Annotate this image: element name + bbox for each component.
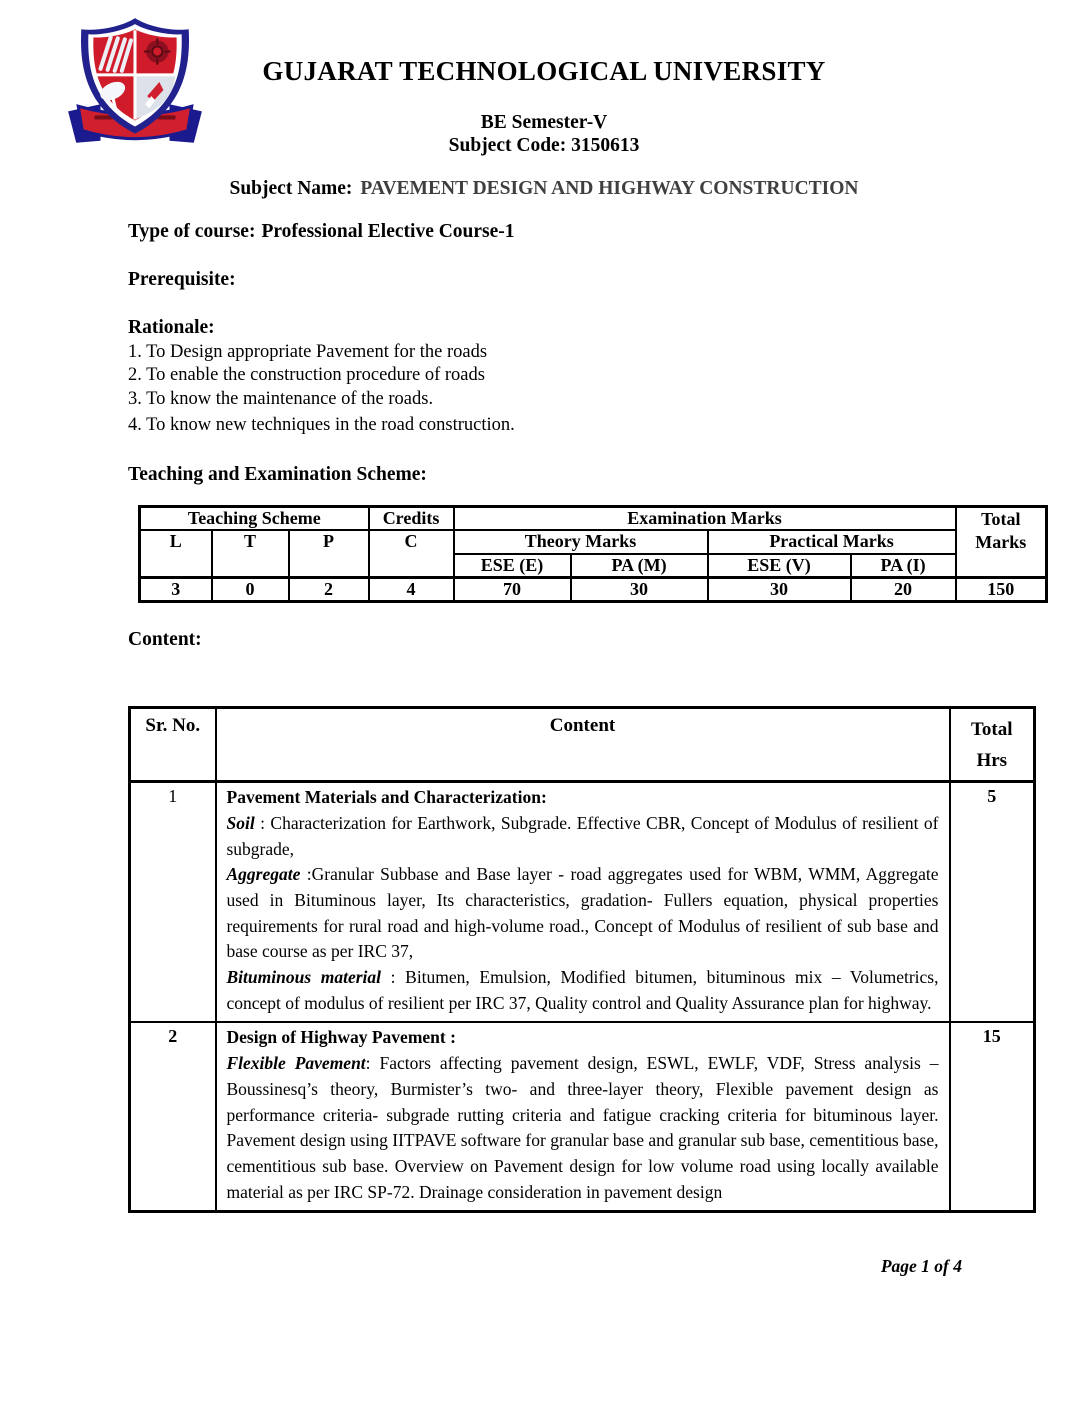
- col-P: P: [289, 530, 369, 578]
- rationale-list: [128, 341, 1036, 438]
- subject-code-label: Subject Code: 3150613: [448, 135, 640, 156]
- rationale-heading: Rationale:: [128, 317, 215, 338]
- total-marks-header: Total Marks: [956, 506, 1047, 578]
- content-table-header-row: [130, 708, 1035, 782]
- content-heading: Content:: [128, 629, 202, 651]
- col-L: L: [140, 530, 212, 578]
- scheme-values-row: [140, 578, 1047, 602]
- subject-name-label: Subject Name:: [229, 178, 353, 199]
- content-row-1: [130, 782, 1035, 1023]
- rationale-item: 3. To know the maintenance of the roads.: [128, 388, 434, 409]
- course-type-label: Type of course:: [128, 221, 256, 242]
- theory-marks-header: Theory Marks: [454, 530, 708, 554]
- teaching-examination-table: [138, 505, 1048, 604]
- course-type-value: Professional Elective Course-1: [261, 221, 515, 242]
- value-pa-i: 20: [851, 578, 956, 602]
- content-column-header: Content: [216, 708, 950, 782]
- page-number: Page 1 of 4: [880, 1256, 962, 1276]
- value-c: 4: [369, 578, 454, 602]
- unit-paragraph: Bituminous material : Bitumen, Emulsion, Modified bitumen, bituminous mix – Volumetrics, concept of modulus of resilient per IRC 37, Quality control and Quality Assurance plan for highway.: [226, 967, 939, 1013]
- row-content-cell: [216, 1022, 950, 1211]
- teaching-scheme-heading: Teaching and Examination Scheme:: [128, 463, 427, 485]
- subcol-ese-e: ESE (E): [454, 554, 571, 578]
- subject-name-line: [0, 178, 1088, 200]
- subject-name-value: PAVEMENT DESIGN AND HIGHWAY CONSTRUCTION: [360, 178, 859, 199]
- subcol-pa-m: PA (M): [571, 554, 708, 578]
- rationale-item: 2. To enable the construction procedure of roads: [128, 365, 485, 386]
- value-ese-e: 70: [454, 578, 571, 602]
- examination-marks-header: Examination Marks: [454, 506, 956, 530]
- col-T: T: [212, 530, 289, 578]
- rationale-item: 1. To Design appropriate Pavement for the roads: [128, 342, 488, 362]
- university-name: GUJARAT TECHNOLOGICAL UNIVERSITY: [262, 56, 826, 86]
- unit-title: Pavement Materials and Characterization:: [226, 787, 547, 808]
- value-ese-v: 30: [708, 578, 851, 602]
- sr-no-header: Sr. No.: [130, 708, 216, 782]
- teaching-scheme-header: Teaching Scheme: [140, 506, 369, 530]
- unit-paragraph: Aggregate :Granular Subbase and Base layer - road aggregates used for WBM, WMM, Aggregate used in Bituminous layer, Its characteristics, gradation- Fullers equation, physical properties requirements for rural road and high-volume road., Concept of Modulus of resilient of sub base and base course as per IRC 37,: [226, 864, 939, 962]
- university-logo-icon: [60, 14, 210, 158]
- unit-paragraph: Flexible Pavement: Factors affecting pavement design, ESWL, EWLF, VDF, Stress analysis – Boussinesq’s theory, Burmister’s two- and three-layer theory, Flexible pavement design as performance criteria- subgrade rutting criteria and fatigue cracking criteria for bituminous layer. Pavement design using IITPAVE software for granular base and granular sub base, cementitious base, cementitious sub base. Overview on Pavement design for low volume road using locally available material as per IRC SP-72. Drainage consideration in pavement design: [226, 1053, 939, 1202]
- row-sr-number: 1: [130, 782, 216, 1023]
- value-t: 0: [212, 578, 289, 602]
- unit-title: Design of Highway Pavement :: [226, 1027, 456, 1048]
- semester-label: BE Semester-V: [480, 112, 608, 133]
- content-table: [128, 706, 1036, 1213]
- value-p: 2: [289, 578, 369, 602]
- credits-header: Credits: [369, 506, 454, 530]
- practical-marks-header: Practical Marks: [708, 530, 956, 554]
- col-C: C: [369, 530, 454, 578]
- rationale-item: 4. To know new techniques in the road construction.: [128, 415, 515, 436]
- subcol-pa-i: PA (I): [851, 554, 956, 578]
- prerequisite-heading: Prerequisite:: [128, 269, 236, 290]
- value-l: 3: [140, 578, 212, 602]
- unit-paragraph: Soil : Characterization for Earthwork, Subgrade. Effective CBR, Concept of Modulus of resilient of subgrade,: [226, 812, 939, 859]
- row-total-hrs: 15: [950, 1022, 1035, 1211]
- subcol-ese-v: ESE (V): [708, 554, 851, 578]
- value-pa-m: 30: [571, 578, 708, 602]
- row-content-cell: [216, 782, 950, 1023]
- content-row-2: [130, 1022, 1035, 1211]
- total-hrs-header: Total Hrs: [950, 708, 1035, 782]
- row-sr-number: 2: [130, 1022, 216, 1211]
- row-total-hrs: 5: [950, 782, 1035, 1023]
- course-type-line: [128, 221, 1036, 243]
- value-total: 150: [956, 578, 1047, 602]
